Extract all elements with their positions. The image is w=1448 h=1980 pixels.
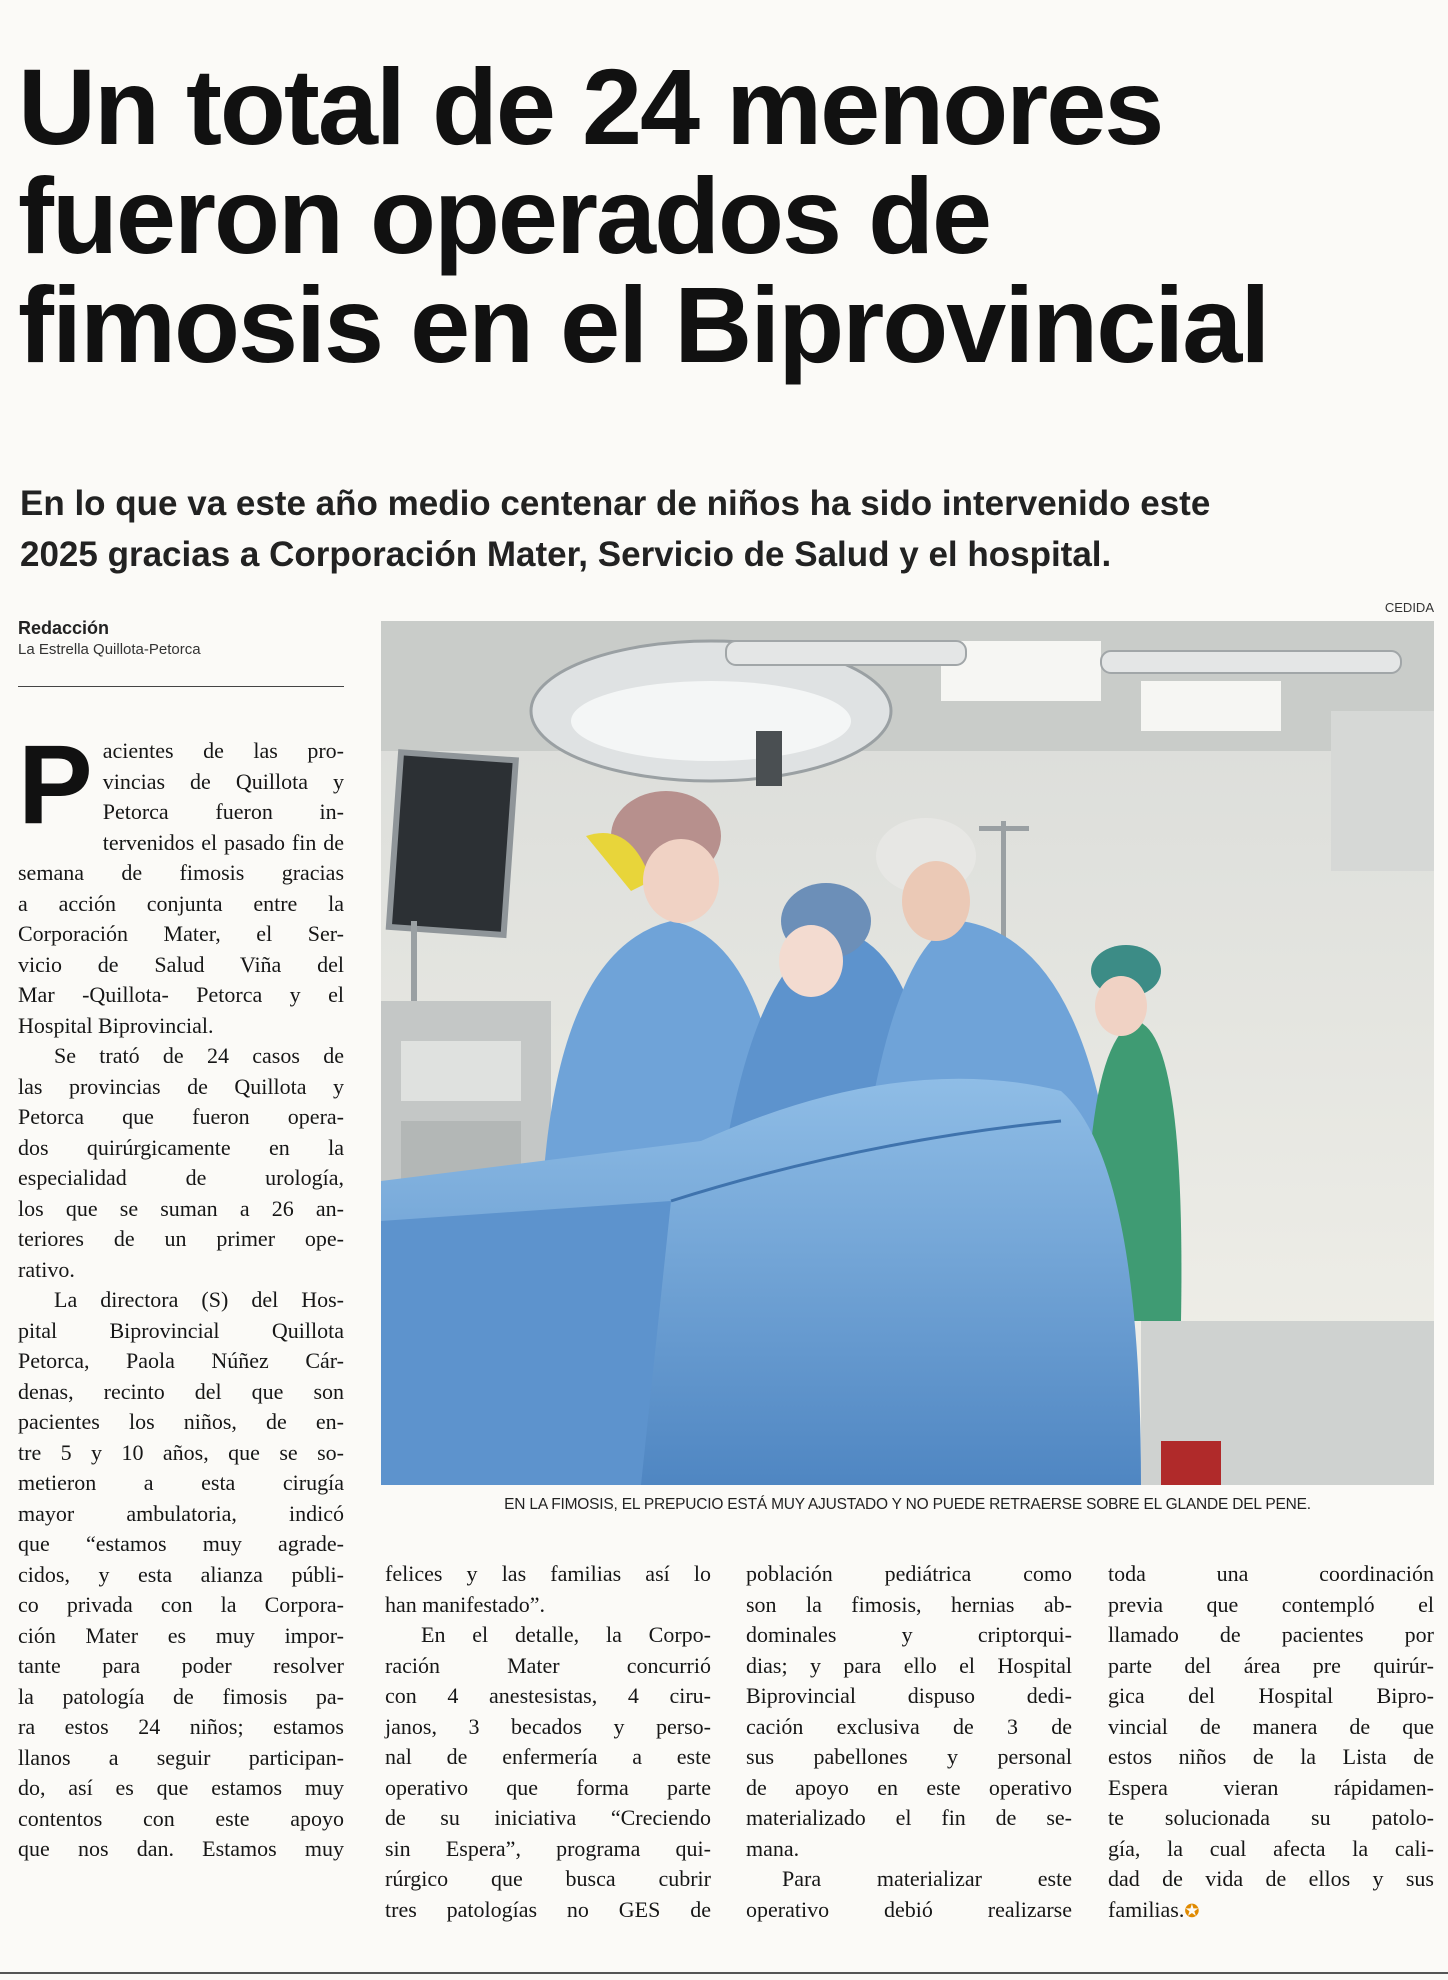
text-line: Petorca fueron in- [102, 799, 344, 824]
headline-line: Un total de 24 menores [18, 46, 1163, 167]
headline-line: fueron operados de [18, 155, 991, 276]
text-line: estos niños de la Lista de [1108, 1744, 1434, 1769]
text-line: gica del Hospital Bipro- [1108, 1683, 1434, 1708]
text-line: Corporación Mater, el Ser- [18, 921, 344, 946]
end-of-article-mark-icon: ✪ [1184, 1900, 1200, 1921]
text-line: previa que contempló el [1108, 1591, 1434, 1617]
text-line: cidos, y esta alianza públi- [18, 1561, 344, 1587]
photo-credit: CEDIDA [1384, 600, 1434, 615]
text-line: la patología de fimosis pa- [18, 1683, 344, 1709]
paragraph [385, 1559, 711, 1620]
text-line: tervenidos el pasado fin de [102, 829, 344, 855]
subheadline [20, 478, 1420, 580]
headline [18, 46, 1418, 385]
text-line-content: familias. [1108, 1896, 1185, 1922]
text-line: mayor ambulatoria, indicó [18, 1500, 344, 1526]
text-line: nal de enfermería a este [385, 1744, 711, 1769]
paragraph [18, 1285, 344, 1865]
text-line: los que se suman a 26 an- [18, 1195, 344, 1221]
surgery-photo [381, 621, 1434, 1485]
text-line: gía, la cual afecta la cali- [1108, 1835, 1434, 1861]
article-column-3 [746, 1559, 1072, 1925]
text-line: Biprovincial dispuso dedi- [746, 1683, 1072, 1708]
text-line [1108, 1895, 1434, 1927]
text-line: tante para poder resolver [18, 1653, 344, 1678]
headline-line: fimosis en el Biprovincial [18, 264, 1269, 385]
text-line: son la fimosis, hernias ab- [746, 1591, 1072, 1617]
operating-room-illustration [381, 621, 1434, 1485]
text-line: que nos dan. Estamos muy [18, 1836, 344, 1861]
text-line: Se trató de 24 casos de [54, 1043, 344, 1068]
drop-cap: P [18, 722, 93, 847]
paragraph [385, 1620, 711, 1925]
article-column-4 [1108, 1559, 1434, 1926]
photo-caption: EN LA FIMOSIS, EL PREPUCIO ESTÁ MUY AJUSTADO Y NO PUEDE RETRAERSE SOBRE EL GLANDE DEL PENE. [504, 1496, 1311, 1513]
text-line: te solucionada su patolo- [1108, 1805, 1434, 1830]
paragraph [18, 1041, 344, 1285]
text-line: pacientes los niños, de en- [18, 1409, 344, 1434]
text-line: dominales y criptorqui- [746, 1622, 1072, 1647]
text-line: de su iniciativa “Creciendo [385, 1805, 711, 1830]
text-line: las provincias de Quillota y [18, 1073, 344, 1099]
paragraph [18, 722, 344, 1041]
text-line: rúrgico que busca cubrir [385, 1866, 711, 1891]
byline-divider [18, 686, 344, 687]
text-line: vincias de Quillota y [102, 768, 344, 794]
text-line: Petorca que fueron opera- [18, 1104, 344, 1129]
text-line: Petorca, Paola Núñez Cár- [18, 1348, 344, 1373]
paragraph [1108, 1559, 1434, 1926]
byline [18, 618, 348, 658]
text-line: dad de vida de ellos y sus [1108, 1866, 1434, 1891]
subheadline-line: En lo que va este año medio centenar de niños ha sido intervenido este [20, 484, 1211, 523]
text-line: rativo. [18, 1256, 75, 1282]
text-line: de apoyo en este operativo [746, 1774, 1072, 1800]
text-line: La directora (S) del Hos- [54, 1287, 344, 1312]
text-line: co privada con la Corpora- [18, 1592, 344, 1617]
text-line: do, así es que estamos muy [18, 1775, 344, 1800]
text-line: con 4 anestesistas, 4 ciru- [385, 1683, 711, 1708]
text-line: que “estamos muy agrade- [18, 1531, 344, 1556]
text-line: toda una coordinación [1108, 1561, 1434, 1586]
text-line: janos, 3 becados y perso- [385, 1713, 711, 1739]
text-line: felices y las familias así lo [385, 1561, 711, 1586]
text-line: población pediátrica como [746, 1561, 1072, 1586]
text-line: sin Espera”, programa qui- [385, 1835, 711, 1861]
text-line: acientes de las pro- [102, 738, 344, 763]
text-line: operativo debió realizarse [746, 1896, 1072, 1922]
text-line: semana de fimosis gracias [18, 860, 344, 885]
text-line: teriores de un primer ope- [18, 1226, 344, 1251]
page-bottom-divider [0, 1972, 1448, 1974]
text-line: ra estos 24 niños; estamos [18, 1714, 344, 1739]
text-line: vicio de Salud Viña del [18, 951, 344, 977]
text-line: dias; y para ello el Hospital [746, 1652, 1072, 1678]
text-line: operativo que forma parte [385, 1774, 711, 1800]
text-line: En el detalle, la Corpo- [421, 1622, 711, 1647]
article-column-2 [385, 1559, 711, 1925]
text-line: mana. [746, 1835, 800, 1861]
text-line: a acción conjunta entre la [18, 890, 344, 916]
byline-author: Redacción [18, 618, 110, 638]
text-line: cación exclusiva de 3 de [746, 1713, 1072, 1739]
text-line: dos quirúrgicamente en la [18, 1134, 344, 1160]
text-line: han manifestado”. [385, 1591, 546, 1617]
text-line: contentos con este apoyo [18, 1805, 344, 1831]
subheadline-line: 2025 gracias a Corporación Mater, Servicio de Salud y el hospital. [20, 535, 1112, 574]
text-line: Para materializar este [782, 1866, 1072, 1891]
text-line: ción Mater es muy impor- [18, 1622, 344, 1648]
text-line: tre 5 y 10 años, que se so- [18, 1439, 344, 1465]
text-line: especialidad de urología, [18, 1165, 344, 1190]
paragraph [746, 1559, 1072, 1864]
text-line: sus pabellones y personal [746, 1744, 1072, 1769]
text-line: vincial de manera de que [1108, 1713, 1434, 1739]
text-line: Hospital Biprovincial. [18, 1012, 214, 1038]
text-line: metieron a esta cirugía [18, 1470, 344, 1495]
text-line: llamado de pacientes por [1108, 1622, 1434, 1647]
text-line: pital Biprovincial Quillota [18, 1317, 344, 1343]
article-column-1 [18, 722, 344, 1865]
text-line: parte del área pre quirúr- [1108, 1652, 1434, 1678]
text-line: ración Mater concurrió [385, 1652, 711, 1678]
text-line: llanos a seguir participan- [18, 1744, 344, 1770]
text-line: materializado el fin de se- [746, 1805, 1072, 1830]
text-line: denas, recinto del que son [18, 1378, 344, 1404]
text-line: Espera vieran rápidamen- [1108, 1774, 1434, 1800]
paragraph [746, 1864, 1072, 1925]
text-line: tres patologías no GES de [385, 1896, 711, 1922]
byline-outlet: La Estrella Quillota-Petorca [18, 641, 201, 658]
text-line: Mar -Quillota- Petorca y el [18, 982, 344, 1007]
